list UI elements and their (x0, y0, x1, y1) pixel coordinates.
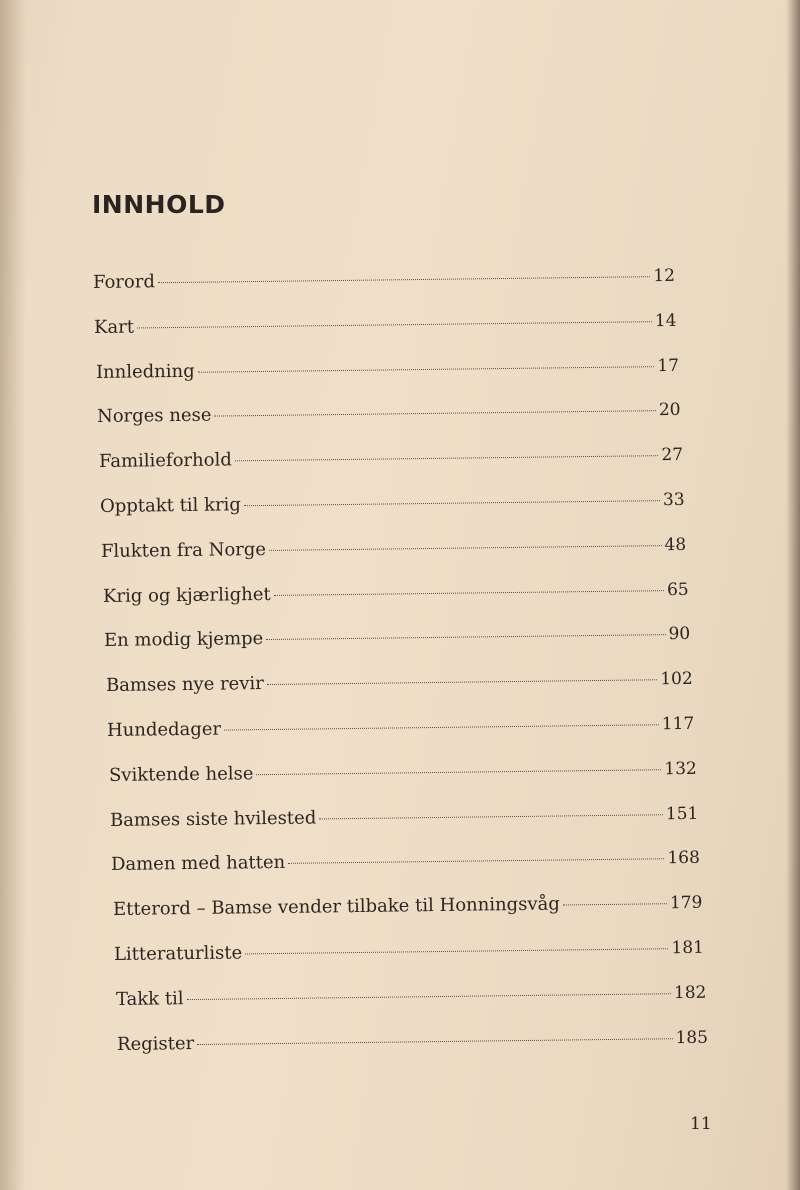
toc-entry (103, 578, 689, 606)
toc-entry (107, 713, 694, 741)
toc-entry (110, 802, 699, 830)
toc-entry-page: 132 (663, 758, 697, 780)
toc-entry (104, 623, 690, 651)
toc-entry-title: Register (116, 1032, 195, 1055)
toc-entry-page: 90 (668, 624, 691, 645)
toc-leader-dots (137, 321, 652, 328)
toc-entry-page: 168 (667, 848, 701, 869)
toc-entry-page: 181 (671, 937, 705, 959)
toc-entry-page: 117 (661, 713, 695, 735)
toc-entry-page: 102 (659, 669, 693, 690)
toc-leader-dots (289, 859, 665, 865)
toc-entry-page: 179 (669, 892, 703, 914)
toc-entry (94, 310, 677, 338)
toc-entry-title: Etterord – Bamse vender tilbake til Honningsvåg (112, 893, 560, 921)
toc-entry (100, 489, 685, 517)
toc-entry-page: 20 (659, 400, 681, 421)
toc-entry-title: Krig og kjærlighet (102, 583, 271, 607)
toc-leader-dots (197, 1038, 672, 1045)
toc-entry-title: Opptakt til krig (99, 494, 242, 517)
toc-entry-page: 151 (665, 803, 699, 824)
toc-entry (106, 668, 693, 696)
toc-entry (113, 892, 703, 920)
toc-entry-title: Familieforhold (98, 449, 232, 473)
toc-entry (111, 847, 700, 875)
toc-leader-dots (270, 545, 662, 551)
toc-entry-title: En modig kjempe (104, 628, 264, 652)
toc-entry-page: 17 (657, 355, 679, 376)
toc-entry (96, 354, 679, 382)
toc-entry-title: Sviktende helse (108, 763, 254, 786)
toc-leader-dots (245, 948, 668, 954)
toc-entry-title: Norges nese (97, 404, 212, 428)
toc-leader-dots (198, 366, 655, 373)
toc-leader-dots (234, 455, 658, 461)
toc-entry-page: 182 (673, 982, 707, 1003)
toc-entry-title: Bamses nye revir (105, 673, 264, 697)
toc-entry (101, 534, 686, 562)
toc-entry-page: 33 (662, 489, 685, 511)
toc-entry-title: Takk til (115, 987, 184, 1010)
toc-entry (93, 265, 675, 293)
toc-entry-page: 185 (675, 1027, 709, 1048)
toc-leader-dots (224, 724, 659, 730)
toc-leader-dots (274, 590, 664, 596)
toc-entry-page: 48 (664, 534, 687, 555)
toc-entry-title: Forord (92, 271, 156, 293)
toc-leader-dots (186, 993, 670, 1000)
toc-leader-dots (267, 679, 657, 685)
toc-leader-dots (563, 903, 667, 905)
toc-leader-dots (319, 814, 663, 819)
toc-entry-title: Hundedager (106, 718, 222, 741)
toc-entry-page: 14 (655, 310, 678, 331)
toc-entry (97, 399, 681, 427)
page-number: 11 (690, 1114, 712, 1134)
toc-leader-dots (267, 635, 666, 641)
toc-entry-title: Innledning (95, 360, 195, 383)
toc-entry (99, 444, 683, 472)
toc-leader-dots (256, 769, 661, 775)
toc-entry-page: 27 (660, 445, 683, 466)
toc-heading: INNHOLD (92, 190, 226, 219)
toc-leader-dots (215, 411, 656, 417)
toc-entry (114, 937, 704, 965)
toc-entry-page: 65 (666, 579, 689, 600)
toc-entry-title: Damen med hatten (111, 852, 286, 876)
toc-entry-title: Kart (94, 316, 135, 338)
toc-entry (117, 1026, 708, 1054)
toc-entry-title: Flukten fra Norge (101, 538, 267, 562)
toc-leader-dots (244, 500, 660, 506)
toc-entry-page: 12 (653, 265, 676, 287)
toc-entry-title: Bamses siste hvilested (109, 807, 317, 831)
toc-entry (115, 982, 706, 1010)
toc-leader-dots (158, 276, 650, 283)
toc-entry-title: Litteraturliste (114, 942, 243, 965)
toc-entry (108, 758, 696, 786)
